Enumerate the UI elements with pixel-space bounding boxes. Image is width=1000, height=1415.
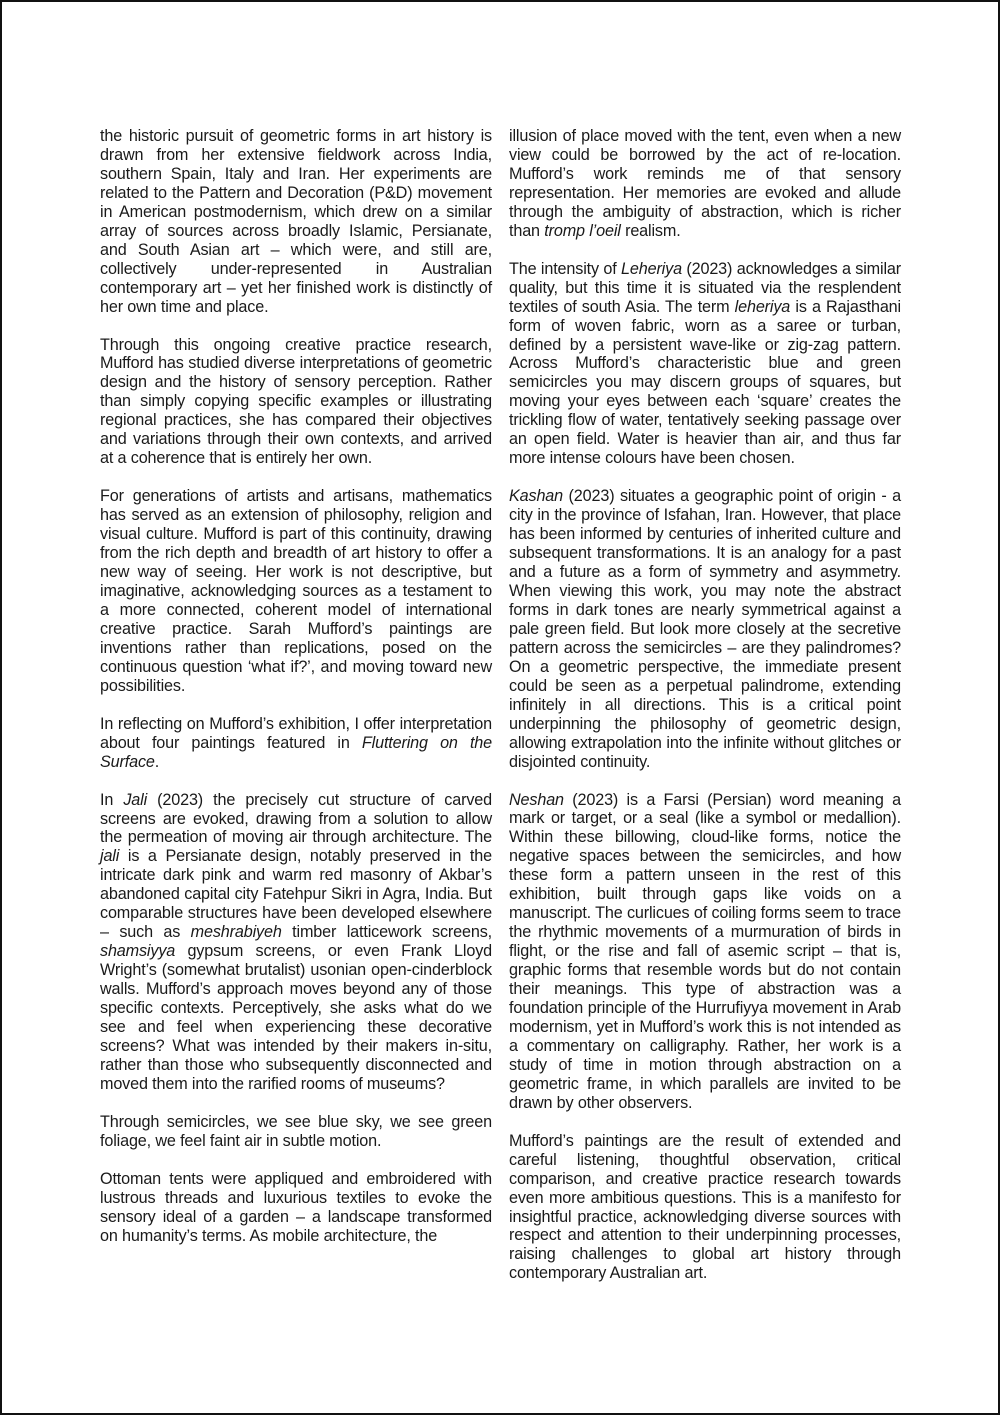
italic-term: meshrabiyeh — [190, 923, 282, 942]
text-run: is a Persianate design, notably preserved in the intricate dark pink and warm red masonry of Akbar’s abandoned capital city Fatehpur Sikri in Agra, India. But comparable structures have been developed elsewhere – such as — [100, 847, 492, 942]
text-run: In reflecting on Mufford’s exhibition, I offer interpretation about four paintings featured in — [100, 714, 492, 752]
text-run: Through semicircles, we see blue sky, we see green foliage, we feel faint air in subtle motion. — [100, 1112, 492, 1150]
italic-term: leheriya — [734, 297, 791, 316]
text-run: For generations of artists and artisans, mathematics has served as an extension of philosophy, religion and visual culture. Mufford is part of this continuity, drawing from the rich depth and breadth of art history to offer a new way of seeing. Her work is not descriptive, but imaginative, acknowledging sources as a testament to a more connected, coherent model of international creative practice. Sarah Mufford’s paintings are inventions rather than replications, posed on the continuous question ‘what if?’, and moving toward new possibilities. — [100, 487, 492, 695]
exhibition-title: Fluttering on the Surface — [100, 733, 493, 771]
text-run: Mufford’s paintings are the result of extended and careful listening, thoughtful observation, critical comparison, and creative practice research towards even more ambitious questions. This is a manifesto for insightful practice, acknowledging diverse sources with respect and attention to their underpinning processes, raising challenges to global art history through contemporary Australian art. — [509, 1131, 901, 1283]
text-run: illusion of place moved with the tent, even when a new view could be borrowed by the act of re-location. Mufford’s work reminds me of that sensory representation. Her memories are evoked and allude through the ambiguity of abstraction, which is richer than — [509, 127, 901, 240]
painting-title: Leheriya — [621, 259, 682, 278]
text-run: Through this ongoing creative practice research, Mufford has studied diverse interpretations of geometric design and the history of sensory perception. Rather than simply copying specific examples or illustrating regional practices, she has compared their objectives and variations through their own contexts, and arrived at a coherence that is entirely her own. — [100, 335, 492, 468]
right-text-column — [509, 127, 901, 1302]
italic-term: shamsiyya — [100, 942, 176, 961]
paragraph — [509, 260, 901, 468]
paragraph — [100, 487, 492, 695]
paragraph — [100, 791, 492, 1094]
text-run: the historic pursuit of geometric forms in art history is drawn from her extensive fieldwork across India, southern Spain, Italy and Iran. Her experiments are related to the Pattern and Decoration (P&D) movement in American postmodernism, which drew on a similar array of sources across broadly Islamic, Persianate, and South Asian art – which were, and still are, collectively under-represented in Australian contemporary art – yet her finished work is distinctly of her own time and place. — [100, 127, 492, 316]
text-run: The intensity of — [509, 259, 622, 278]
text-run: . — [154, 752, 160, 771]
text-run: In — [100, 790, 124, 809]
paragraph — [100, 1170, 492, 1246]
text-run: Ottoman tents were appliqued and embroidered with lustrous threads and luxurious textiles to evoke the sensory ideal of a garden – a landscape transformed on humanity’s terms. As mobile architecture, the — [100, 1169, 492, 1245]
text-run: (2023) acknowledges a similar quality, but this time it is situated via the resplendent textiles of south Asia. The term — [509, 259, 901, 316]
paragraph — [509, 1132, 901, 1284]
painting-title: Kashan — [509, 487, 564, 506]
paragraph — [100, 127, 492, 317]
text-run: (2023) situates a geographic point of origin - a city in the province of Isfahan, Iran. However, that place has been informed by centuries of inherited culture and subsequent transformations. It is an analogy for a past and a future as a form of symmetry and asymmetry. When viewing this work, you may note the abstract forms in dark tones are nearly symmetrical against a pale green field. But look more closely at the secretive pattern across the semicircles – are they palindromes? On a geometric perspective, the immediate present could be seen as a perpetual palindrome, extending infinitely in all directions. This is a critical point underpinning the philosophy of geometric design, allowing extrapolation into the infinite without glitches or disjointed continuity. — [509, 487, 901, 771]
text-run: (2023) is a Farsi (Persian) word meaning a mark or target, or a seal (like a symbol or medallion). Within these billowing, cloud-like forms, notice the negative spaces between the semicircles, and how these form a pattern unseen in the rest of this exhibition, built through gaps like voids on a manuscript. The curlicues of coiling forms seem to trace the rhythmic movements of a murmuration of birds in flight, or the rise and fall of asemic script – that is, graphic forms that resemble words but do not contain their meanings. This type of abstraction was a foundation principle of the Hurrufiyya movement in Arab modernism, yet in Mufford’s work this is not intended as a commentary on calligraphy. Rather, her work is a study of time in motion through abstraction on a geometric frame, in which parallels are invited to be drawn by other observers. — [509, 790, 901, 1112]
paragraph — [100, 336, 492, 469]
text-run: timber latticework screens, — [281, 923, 492, 942]
text-run: realism. — [620, 221, 681, 240]
text-run: (2023) the precisely cut structure of carved screens are evoked, drawing from a solution to allow the permeation of moving air through architecture. The — [100, 790, 492, 847]
paragraph — [509, 127, 901, 241]
paragraph — [509, 791, 901, 1113]
text-run: gypsum screens, or even Frank Lloyd Wright’s (somewhat brutalist) usonian open-cinderblock walls. Mufford’s approach moves beyond any of those specific contexts. Perceptively, she asks what do we see and feel when experiencing these decorative screens? What was intended by their makers in-situ, rather than those who subsequently disconnected and moved them into the rarified rooms of museums? — [100, 942, 492, 1093]
paragraph — [100, 715, 492, 772]
paragraph — [509, 487, 901, 771]
italic-term: tromp l’oeil — [544, 221, 621, 240]
left-text-column — [100, 127, 492, 1265]
paragraph — [100, 1113, 492, 1151]
text-run: is a Rajasthani form of woven fabric, worn as a saree or turban, defined by a persistent wave-like or zig-zag pattern. Across Mufford’s characteristic blue and green semicircles you may discern groups of squares, but moving your eyes between each ‘square’ creates the trickling flow of water, tentatively seeking passage over an open field. Water is heavier than air, and thus far more intense colours have been chosen. — [509, 297, 901, 468]
painting-title: Neshan — [509, 790, 564, 809]
italic-term: jali — [100, 847, 120, 866]
painting-title: Jali — [123, 790, 148, 809]
